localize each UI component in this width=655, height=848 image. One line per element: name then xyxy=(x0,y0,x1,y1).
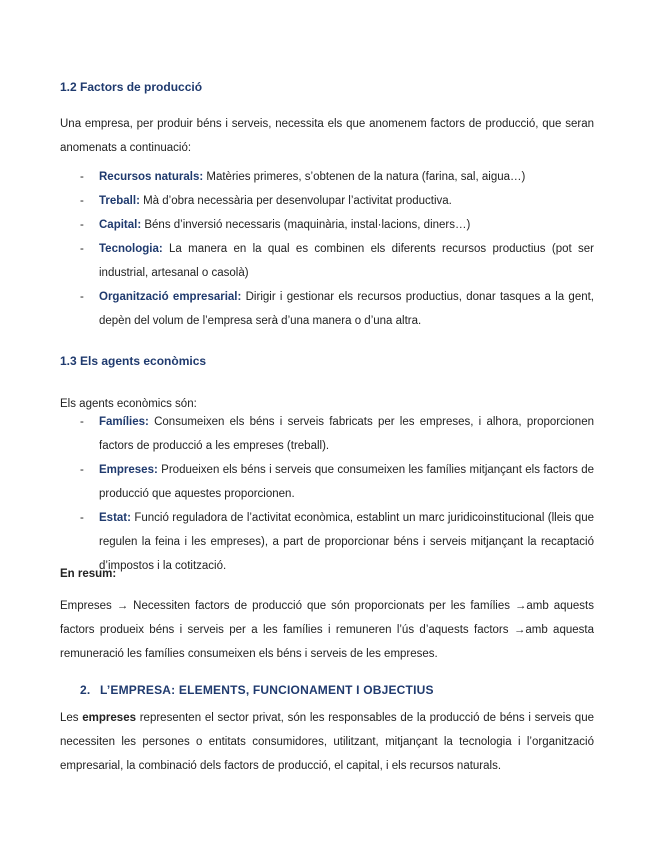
empresa-text-before: Les xyxy=(60,712,83,724)
agents-intro-paragraph: Els agents econòmics són: xyxy=(60,398,197,410)
agents-list xyxy=(60,410,594,578)
list-item-text: Dirigir i gestionar els recursos productius, donar tasques a la gent, depèn del volum de l’empresa serà d’una manera o d’una altra. xyxy=(99,291,595,327)
list-dash: - xyxy=(80,171,84,183)
list-item xyxy=(60,165,594,189)
empresa-text-after: representen el sector privat, són les responsables de la producció de béns i serveis que necessiten les persones o entitats consumidores, utilitzant, mitjançant la tecnologia i l’organització empresarial, la combinació dels factors de producció, el capital, i els recursos naturals. xyxy=(60,712,594,772)
list-item xyxy=(60,285,594,333)
list-dash: - xyxy=(80,291,84,303)
list-item-term: Treball: xyxy=(99,195,140,207)
list-dash: - xyxy=(80,195,84,207)
section-heading-agents: 1.3 Els agents econòmics xyxy=(60,354,207,368)
list-item-term: Capital: xyxy=(99,219,142,231)
list-item-term: Recursos naturals: xyxy=(99,171,204,183)
section-heading-empresa xyxy=(80,683,434,697)
list-item-term: Organització empresarial: xyxy=(99,291,242,303)
list-item-text: Consumeixen els béns i serveis fabricats per les empreses, i alhora, proporcionen factors de producció a les empreses (treball). xyxy=(99,416,594,452)
summary-paragraph: Empreses → Necessiten factors de producció que són proporcionats per les famílies →amb aquests factors produeix béns i serveis per a les famílies i remuneren l’ús d’aquests factors →amb aquesta remuneració les famílies consumeixen els béns i serveis de les empreses. xyxy=(60,600,594,660)
list-dash: - xyxy=(80,416,84,428)
empresa-paragraph xyxy=(60,706,594,778)
list-dash: - xyxy=(80,219,84,231)
list-item xyxy=(60,458,594,506)
empresa-term: empreses xyxy=(82,712,136,724)
list-dash: - xyxy=(80,243,84,255)
list-dash: - xyxy=(80,464,84,476)
list-item-term: Famílies: xyxy=(99,416,149,428)
list-item-text: Matèries primeres, s’obtenen de la natura (farina, sal, aigua…) xyxy=(203,171,526,183)
list-item xyxy=(60,410,594,458)
list-item-term: Empreses: xyxy=(99,464,158,476)
list-item-text: Produeixen els béns i serveis que consumeixen les famílies mitjançant els factors de producció que aquestes proporcionen. xyxy=(99,464,594,500)
list-item-text: Béns d’inversió necessaris (maquinària, instal·lacions, diners…) xyxy=(141,219,471,231)
list-item-text: Mà d’obra necessària per desenvolupar l’activitat productiva. xyxy=(139,195,452,207)
section-heading-factors: 1.2 Factors de producció xyxy=(60,80,203,94)
section-number: 2. xyxy=(80,683,91,697)
list-item xyxy=(60,237,594,285)
list-item-text: Funció reguladora de l’activitat econòmica, establint un marc juridicoinstitucional (lleis que regulen la feina i les empreses), a part de proporcionar béns i serveis mitjançant la recaptació d’impostos i la cotització. xyxy=(99,512,594,572)
summary-label: En resum: xyxy=(60,568,117,580)
list-item-term: Tecnologia: xyxy=(99,243,163,255)
list-dash: - xyxy=(80,512,84,524)
section-title: L’EMPRESA: ELEMENTS, FUNCIONAMENT I OBJECTIUS xyxy=(100,683,434,697)
list-item xyxy=(60,213,594,237)
list-item-term: Estat: xyxy=(99,512,131,524)
list-item xyxy=(60,189,594,213)
list-item-text: La manera en la qual es combinen els diferents recursos productius (pot ser industrial, artesanal o casolà) xyxy=(99,243,594,279)
factors-list xyxy=(60,165,594,333)
factors-intro-paragraph: Una empresa, per produir béns i serveis, necessita els que anomenem factors de producció, que seran anomenats a continuació: xyxy=(60,118,594,154)
